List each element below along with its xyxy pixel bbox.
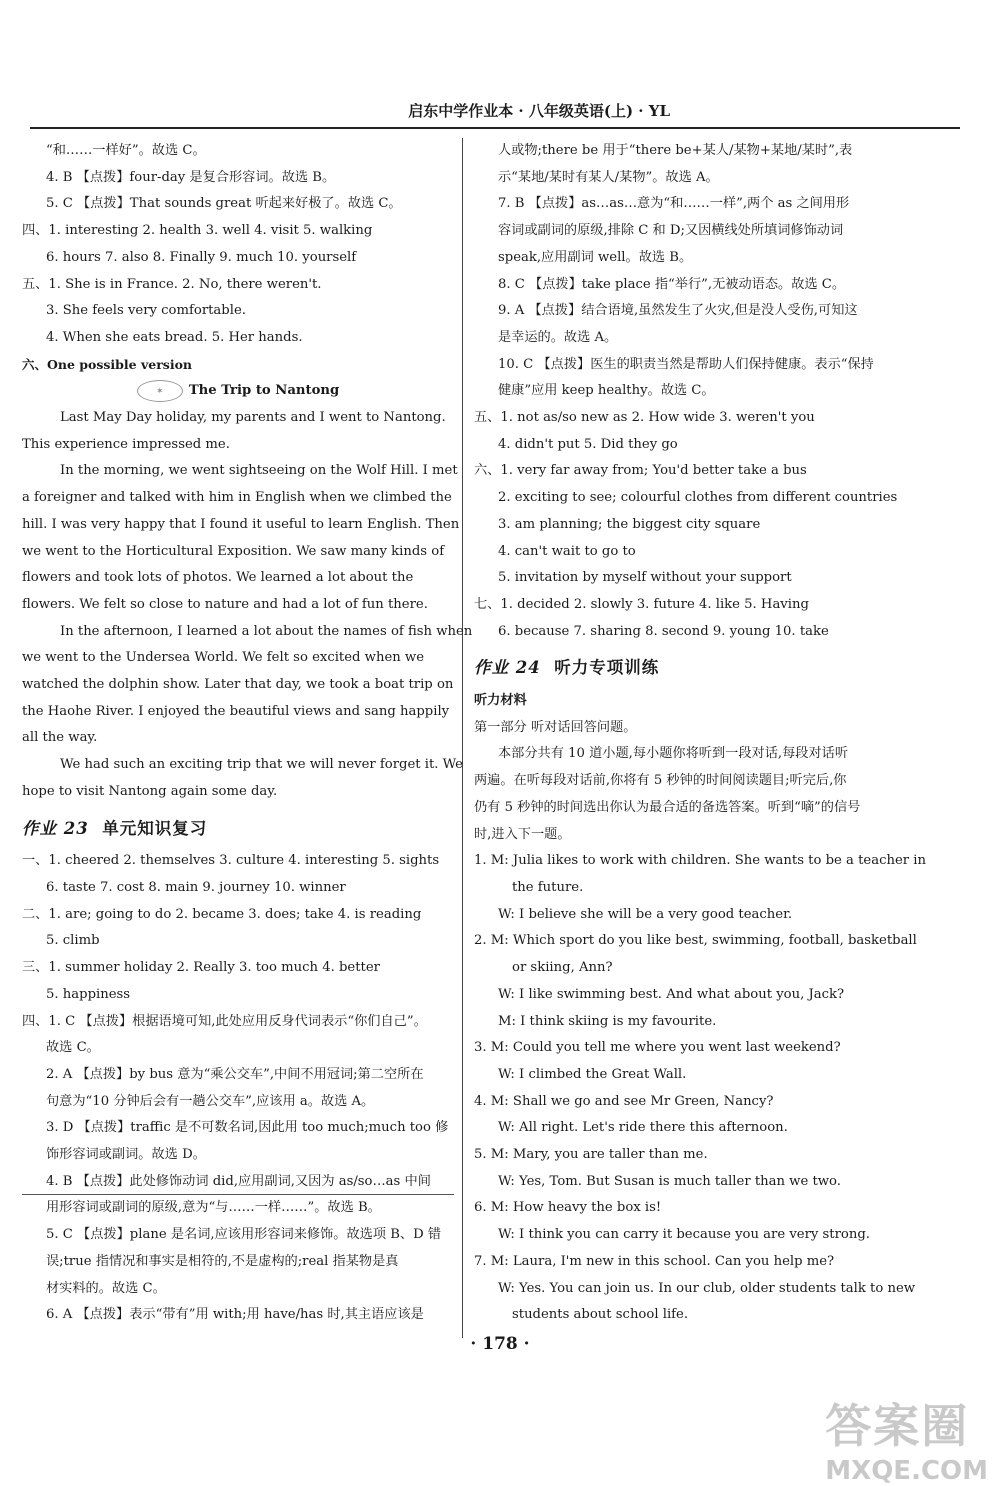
text-line: 3. D 【点拨】traffic 是不可数名词,因此用 too much;much too 修 — [46, 1120, 449, 1136]
essay-line: we went to the Horticultural Exposition. We saw many kinds of — [22, 543, 445, 559]
essay-line: We had such an exciting trip that we will never forget it. We — [60, 757, 463, 773]
text-line: 四、1. interesting 2. health 3. well 4. visit 5. walking — [22, 223, 373, 239]
text-line: 五、1. She is in France. 2. No, there weren't. — [22, 276, 322, 292]
text-line: 2. exciting to see; colourful clothes from different countries — [498, 490, 898, 506]
dialogue-line: 1. M: Julia likes to work with children. She wants to be a teacher in — [474, 853, 926, 869]
text-line: 6. hours 7. also 8. Finally 9. much 10. yourself — [46, 249, 357, 265]
essay-line: In the morning, we went sightseeing on the Wolf Hill. I met — [60, 463, 458, 479]
text-line: 五、1. not as/so new as 2. How wide 3. weren't you — [474, 410, 815, 426]
essay-line: the Haohe River. I enjoyed the beautiful views and sang happily — [22, 703, 450, 719]
dialogue-line: 7. M: Laura, I'm new in this school. Can you help me? — [474, 1253, 835, 1269]
left-column — [22, 138, 473, 1329]
text-line: 3. am planning; the biggest city square — [498, 516, 761, 532]
text-line: 4. B 【点拨】four-day 是复合形容词。故选 B。 — [46, 169, 336, 185]
text-line: 5. C 【点拨】That sounds great 听起来好极了。故选 C。 — [46, 196, 402, 212]
text-line: 用形容词或副词的原级,意为“与……一样……”。故选 B。 — [46, 1200, 381, 1216]
text-line: 5. invitation by myself without your support — [498, 570, 792, 586]
text-line: 4. When she eats bread. 5. Her hands. — [46, 329, 303, 345]
dialogue-line: W: Yes, Tom. But Susan is much taller than we two. — [498, 1173, 841, 1189]
dialogue-line: students about school life. — [512, 1307, 689, 1323]
essay-title: ✶ The Trip to Nantong — [22, 378, 454, 405]
stamp-icon: ✶ — [137, 380, 183, 402]
essay-label: 六、One possible version — [22, 356, 192, 372]
text-line: 3. She feels very comfortable. — [46, 303, 246, 319]
dialogue-line: or skiing, Ann? — [512, 960, 613, 976]
watermark-main: 答案圈 — [825, 1399, 970, 1453]
part-title: 第一部分 听对话回答问题。 — [474, 719, 637, 735]
section-heading-23: 作业 23 单元知识复习 — [22, 818, 208, 838]
dialogue-line: 4. M: Shall we go and see Mr Green, Nancy? — [474, 1093, 774, 1109]
instruction-line: 时,进入下一题。 — [474, 826, 571, 842]
text-line: 容词或副词的原级,排除 C 和 D;又因横线处所填词修饰动词 — [498, 223, 844, 239]
text-line: 示“某地/某时有某人/某物”。故选 A。 — [498, 169, 719, 185]
text-line: 4. didn't put 5. Did they go — [498, 436, 678, 452]
instruction-line: 两遍。在听每段对话前,你将有 5 秒钟的时间阅读题目;听完后,你 — [474, 773, 847, 789]
essay-line: watched the dolphin show. Later that day, we took a boat trip on — [22, 677, 454, 693]
text-line: 六、1. very far away from; You'd better take a bus — [474, 463, 807, 479]
text-line: 6. taste 7. cost 8. main 9. journey 10. winner — [46, 879, 346, 895]
text-line: 人或物;there be 用于“there be+某人/某物+某地/某时”,表 — [498, 143, 853, 158]
text-line: 6. A 【点拨】表示“带有”用 with;用 have/has 时,其主语应该是 — [46, 1307, 424, 1323]
text-line: 9. A 【点拨】结合语境,虽然发生了火灾,但是没人受伤,可知这 — [498, 303, 858, 319]
text-line: 5. happiness — [46, 986, 131, 1002]
dialogue-line: M: I think skiing is my favourite. — [498, 1013, 717, 1029]
text-line: 5. C 【点拨】plane 是名词,应该用形容词来修饰。故选项 B、D 错 — [46, 1227, 442, 1243]
watermark-sub: MXQE.COM — [825, 1456, 988, 1486]
essay-line: Last May Day holiday, my parents and I went to Nantong. — [60, 410, 446, 426]
dialogue-line: W: I climbed the Great Wall. — [498, 1066, 687, 1082]
text-line: 二、1. are; going to do 2. became 3. does; take 4. is reading — [22, 906, 422, 922]
text-line: speak,应用副词 well。故选 B。 — [498, 249, 693, 265]
text-line: 误;true 指情况和事实是相符的,不是虚构的;real 指某物是真 — [46, 1253, 399, 1269]
essay-line: In the afternoon, I learned a lot about the names of fish when — [60, 623, 473, 639]
text-line: 饰形容词或副词。故选 D。 — [46, 1147, 206, 1163]
page-header: 启东中学作业本 · 八年级英语(上) · YL — [30, 100, 960, 129]
dialogue-line: 3. M: Could you tell me where you went last weekend? — [474, 1040, 841, 1056]
text-line: 是幸运的。故选 A。 — [498, 329, 618, 345]
text-line: 10. C 【点拨】医生的职责当然是帮助人们保持健康。表示“保持 — [498, 356, 874, 372]
text-line: 2. A 【点拨】by bus 意为“乘公交车”,中间不用冠词;第二空所在 — [46, 1066, 424, 1082]
essay-line: we went to the Undersea World. We felt so excited when we — [22, 650, 425, 666]
essay-line: flowers. We felt so close to nature and had a lot of fun there. — [22, 596, 428, 612]
essay-line: hill. I was very happy that I found it useful to learn English. Then — [22, 516, 460, 532]
text-line: 5. climb — [46, 933, 100, 949]
section-heading-24: 作业 24 听力专项训练 — [474, 658, 660, 678]
dialogue-line: W: I like swimming best. And what about you, Jack? — [498, 986, 845, 1002]
column-divider — [462, 138, 463, 1338]
dialogue-line: W: I believe she will be a very good teacher. — [498, 906, 793, 922]
text-line: 8. C 【点拨】take place 指“举行”,无被动语态。故选 C。 — [498, 276, 846, 292]
essay-line: a foreigner and talked with him in English when we climbed the — [22, 490, 452, 506]
material-title: 听力材料 — [474, 693, 527, 709]
essay-line: hope to visit Nantong again some day. — [22, 783, 278, 799]
watermark — [825, 1390, 988, 1486]
dialogue-line: the future. — [512, 879, 584, 895]
dialogue-line: W: I think you can carry it because you are very strong. — [498, 1227, 870, 1243]
dialogue-line: 2. M: Which sport do you like best, swimming, football, basketball — [474, 933, 917, 949]
dialogue-line: W: Yes. You can join us. In our club, older students talk to new — [498, 1280, 916, 1296]
text-line: 故选 C。 — [46, 1040, 100, 1056]
essay-line: flowers and took lots of photos. We learned a lot about the — [22, 570, 414, 586]
text-line: 句意为“10 分钟后会有一趟公交车”,应该用 a。故选 A。 — [46, 1093, 375, 1109]
text-line: 七、1. decided 2. slowly 3. future 4. like 5. Having — [474, 596, 809, 612]
dialogue-line: 6. M: How heavy the box is! — [474, 1200, 662, 1216]
text-line: 一、1. cheered 2. themselves 3. culture 4. interesting 5. sights — [22, 853, 440, 869]
text-line: 健康”应用 keep healthy。故选 C。 — [498, 383, 715, 399]
text-line: 7. B 【点拨】as…as…意为“和……一样”,两个 as 之间用形 — [498, 196, 850, 212]
text-line: 三、1. summer holiday 2. Really 3. too much 4. better — [22, 960, 380, 976]
text-line: 4. can't wait to go to — [498, 543, 636, 559]
dialogue-line: W: All right. Let's ride there this afternoon. — [498, 1120, 788, 1136]
right-column — [474, 138, 926, 1329]
divider-line — [22, 1194, 454, 1195]
page-number: · 178 · — [470, 1334, 530, 1354]
text-line: 6. because 7. sharing 8. second 9. young 10. take — [498, 623, 829, 639]
dialogue-line: 5. M: Mary, you are taller than me. — [474, 1147, 708, 1163]
essay-line: This experience impressed me. — [22, 436, 230, 452]
essay-line: all the way. — [22, 730, 98, 746]
instruction-line: 本部分共有 10 道小题,每小题你将听到一段对话,每段对话听 — [498, 746, 849, 762]
text-line: 四、1. C 【点拨】根据语境可知,此处应用反身代词表示“你们自己”。 — [22, 1013, 427, 1029]
text-line: “和……一样好”。故选 C。 — [46, 143, 206, 158]
instruction-line: 仍有 5 秒钟的时间选出你认为最合适的备选答案。听到“嘀”的信号 — [474, 799, 861, 815]
text-line: 材实料的。故选 C。 — [46, 1280, 166, 1296]
text-line: 4. B 【点拨】此处修饰动词 did,应用副词,又因为 as/so…as 中间 — [46, 1173, 431, 1189]
